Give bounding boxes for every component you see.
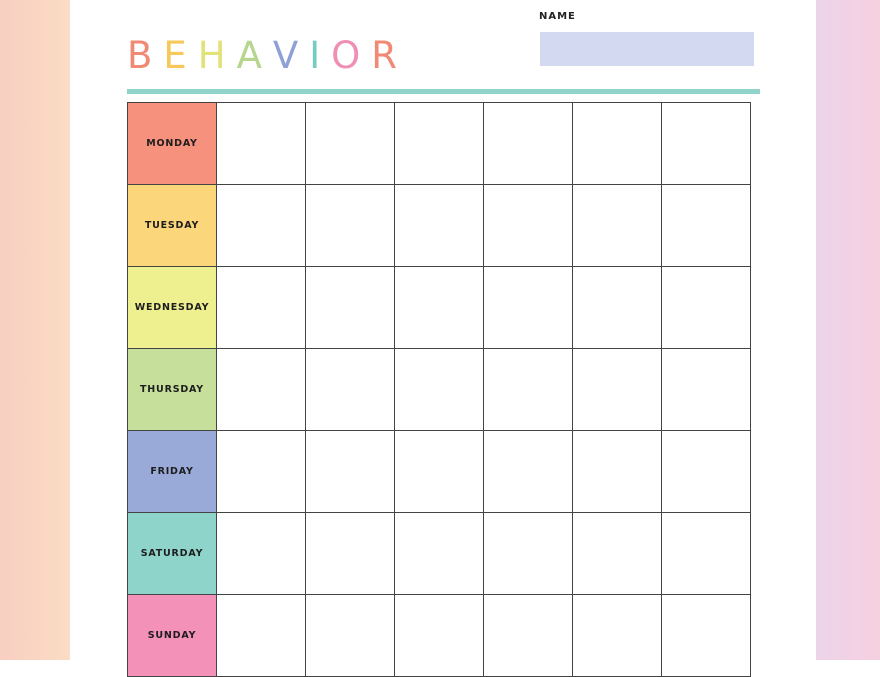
title-letter: B (127, 33, 153, 77)
day-label-thursday: THURSDAY (128, 349, 217, 431)
day-row (128, 595, 751, 677)
behavior-cell[interactable] (484, 431, 573, 513)
behavior-cell[interactable] (306, 103, 395, 185)
behavior-cell[interactable] (484, 595, 573, 677)
name-label: NAME (539, 11, 576, 22)
behavior-cell[interactable] (306, 267, 395, 349)
day-label-friday: FRIDAY (128, 431, 217, 513)
title-letter: A (236, 33, 262, 77)
behavior-cell[interactable] (662, 595, 751, 677)
behavior-cell[interactable] (395, 513, 484, 595)
day-row (128, 349, 751, 431)
behavior-cell[interactable] (573, 185, 662, 267)
day-row (128, 513, 751, 595)
behavior-cell[interactable] (662, 185, 751, 267)
behavior-cell[interactable] (395, 267, 484, 349)
behavior-cell[interactable] (662, 349, 751, 431)
left-gradient-border (0, 0, 70, 660)
behavior-cell[interactable] (395, 431, 484, 513)
title-letter: H (197, 33, 226, 77)
day-label-saturday: SATURDAY (128, 513, 217, 595)
day-label-monday: MONDAY (128, 103, 217, 185)
behavior-cell[interactable] (217, 349, 306, 431)
behavior-cell[interactable] (573, 267, 662, 349)
behavior-cell[interactable] (217, 595, 306, 677)
behavior-cell[interactable] (217, 103, 306, 185)
behavior-cell[interactable] (217, 185, 306, 267)
behavior-cell[interactable] (662, 513, 751, 595)
name-field[interactable] (540, 32, 754, 66)
behavior-cell[interactable] (217, 431, 306, 513)
behavior-cell[interactable] (573, 103, 662, 185)
day-row (128, 103, 751, 185)
behavior-cell[interactable] (484, 185, 573, 267)
behavior-cell[interactable] (306, 431, 395, 513)
behavior-cell[interactable] (306, 349, 395, 431)
behavior-cell[interactable] (217, 267, 306, 349)
behavior-cell[interactable] (395, 185, 484, 267)
behavior-cell[interactable] (395, 103, 484, 185)
behavior-cell[interactable] (484, 349, 573, 431)
day-label-tuesday: TUESDAY (128, 185, 217, 267)
behavior-cell[interactable] (484, 267, 573, 349)
right-gradient-border (816, 0, 880, 660)
behavior-cell[interactable] (484, 103, 573, 185)
day-label-sunday: SUNDAY (128, 595, 217, 677)
behavior-cell[interactable] (306, 513, 395, 595)
behavior-cell[interactable] (573, 431, 662, 513)
title-letter: O (331, 33, 361, 77)
behavior-cell[interactable] (662, 431, 751, 513)
title-letter: I (309, 33, 321, 77)
day-row (128, 185, 751, 267)
behavior-cell[interactable] (395, 349, 484, 431)
behavior-grid (127, 102, 751, 677)
behavior-cell[interactable] (662, 103, 751, 185)
day-label-wednesday: WEDNESDAY (128, 267, 217, 349)
title-divider (127, 89, 760, 94)
behavior-cell[interactable] (484, 513, 573, 595)
behavior-cell[interactable] (306, 595, 395, 677)
day-row (128, 267, 751, 349)
title-letter: E (163, 33, 187, 77)
title-letter: V (272, 33, 299, 77)
worksheet-title (127, 30, 408, 80)
day-row (128, 431, 751, 513)
behavior-cell[interactable] (306, 185, 395, 267)
behavior-cell[interactable] (662, 267, 751, 349)
title-letter: R (371, 33, 397, 77)
behavior-cell[interactable] (573, 349, 662, 431)
behavior-cell[interactable] (395, 595, 484, 677)
behavior-cell[interactable] (573, 595, 662, 677)
behavior-cell[interactable] (573, 513, 662, 595)
behavior-cell[interactable] (217, 513, 306, 595)
